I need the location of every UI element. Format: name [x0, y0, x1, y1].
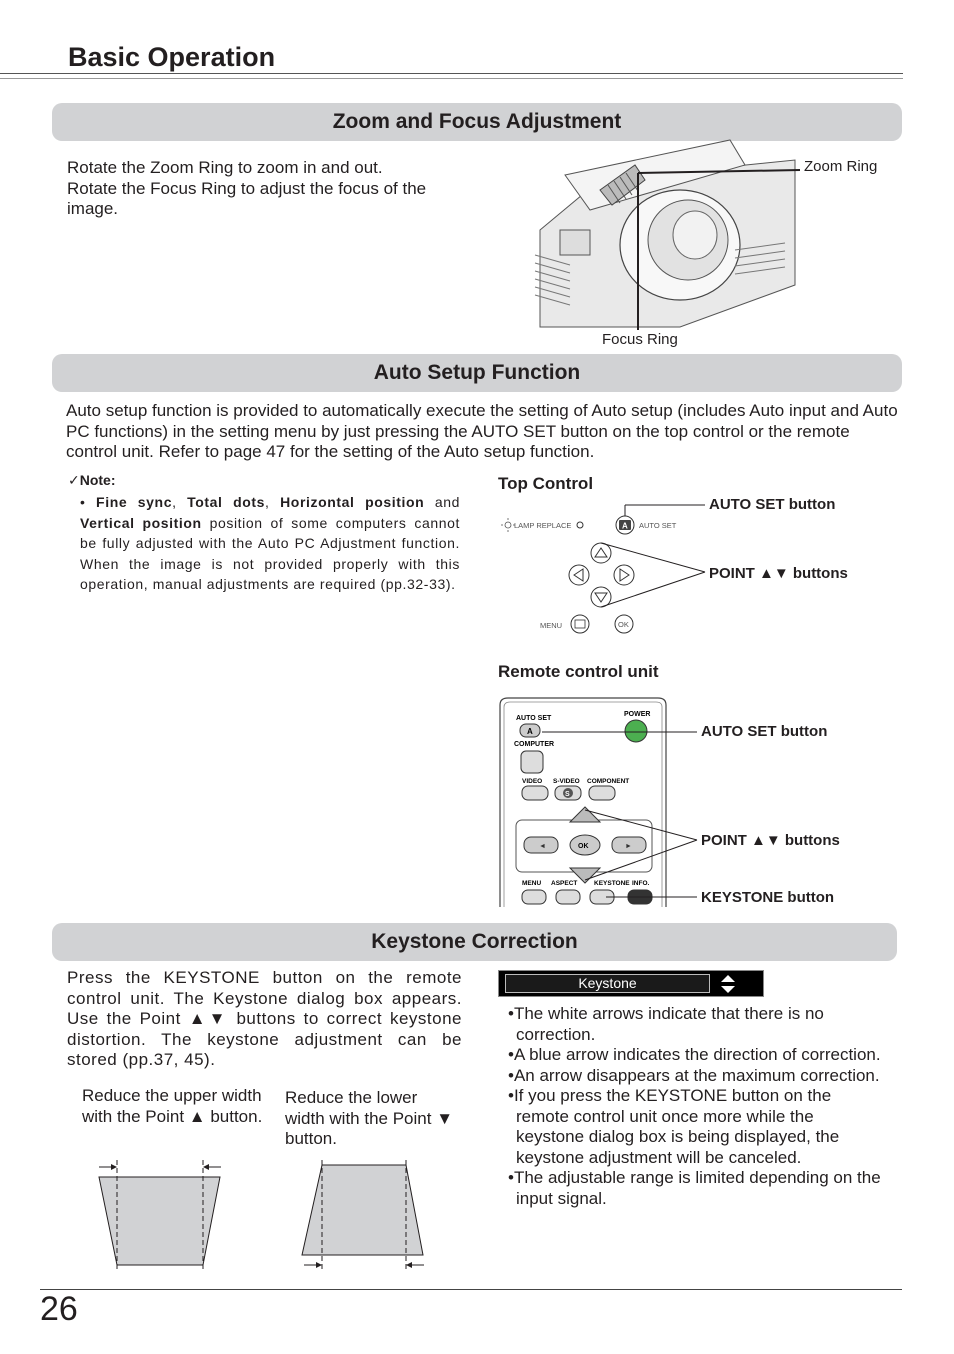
- caption-upper: Reduce the upper width with the Point ▲ button.: [82, 1086, 263, 1126]
- bullet-blue-arrow: •A blue arrow indicates the direction of correction.: [508, 1045, 881, 1064]
- svg-text:VIDEO: VIDEO: [522, 778, 543, 785]
- keystone-bullets: [504, 1004, 884, 1209]
- svg-text:INFO.: INFO.: [632, 880, 650, 887]
- bullet-press-again: •If you press the KEYSTONE button on the remote control unit once more while the keystone dialog box is being displayed, the keystone adjustment will be canceled.: [508, 1086, 840, 1167]
- top-control-title: Top Control: [498, 474, 594, 493]
- svg-text:COMPUTER: COMPUTER: [514, 741, 555, 748]
- svg-text:KEYSTONE: KEYSTONE: [594, 880, 630, 887]
- up-down-arrows-icon: [719, 973, 737, 995]
- remote-keystone-label: KEYSTONE button: [701, 889, 835, 906]
- zoom-instruction: Rotate the Zoom Ring to zoom in and out.: [67, 158, 383, 177]
- svg-text:COMPONENT: COMPONENT: [587, 778, 630, 785]
- svg-text:OK: OK: [578, 843, 589, 850]
- auto-set-small-text: AUTO SET: [639, 521, 677, 530]
- checkmark-icon: ✓: [68, 472, 80, 488]
- svg-text:◄: ◄: [539, 843, 546, 850]
- top-point-label: POINT ▲▼ buttons: [709, 565, 848, 582]
- auto-setup-heading: Auto Setup Function: [52, 354, 902, 392]
- lower-width-diagram: [295, 1155, 435, 1275]
- bullet-adjustable-range: •The adjustable range is limited depending on the input signal.: [508, 1168, 881, 1208]
- ok-small-text: OK: [618, 620, 629, 629]
- top-control-illustration: [498, 495, 718, 640]
- note-term-total-dots: Total dots: [187, 494, 266, 510]
- svg-text:A: A: [622, 521, 628, 531]
- svg-text:AUTO SET: AUTO SET: [516, 715, 552, 722]
- focus-ring-label: Focus Ring: [602, 331, 678, 348]
- zoom-ring-label: Zoom Ring: [804, 158, 878, 175]
- zoom-focus-heading: Zoom and Focus Adjustment: [52, 103, 902, 141]
- svg-text:S: S: [565, 791, 570, 798]
- svg-text:►: ►: [625, 843, 632, 850]
- remote-auto-set-label: AUTO SET button: [701, 723, 828, 740]
- upper-width-diagram: [90, 1155, 230, 1275]
- svg-text:ASPECT: ASPECT: [551, 880, 578, 887]
- svg-text:POWER: POWER: [624, 711, 651, 718]
- lamp-replace-text: LAMP REPLACE: [514, 521, 572, 530]
- top-auto-set-label: AUTO SET button: [709, 496, 836, 513]
- note-term-vertical-position: Vertical position: [80, 514, 202, 531]
- bullet-arrow-disappears: •An arrow disappears at the maximum correction.: [508, 1065, 880, 1085]
- bullet-white-arrows: •The white arrows indicate that there is no correction.: [508, 1004, 824, 1044]
- remote-illustration: [498, 695, 703, 907]
- page-title: Basic Operation: [68, 42, 276, 72]
- header-rule-secondary: [0, 78, 903, 79]
- caption-lower: Reduce the lower width with the Point ▼ button.: [285, 1088, 454, 1148]
- footer-rule: [40, 1289, 902, 1290]
- bullet-icon: •: [80, 494, 97, 510]
- projector-lens-illustration: [530, 135, 800, 330]
- svg-text:MENU: MENU: [522, 880, 542, 887]
- keystone-intro: Press the KEYSTONE button on the remote control unit. The Keystone dialog box appears. Use the Point ▲▼ buttons to correct keystone distortion. The keystone adjustment can be stored (pp.37, 45).: [67, 968, 462, 1069]
- page-number: 26: [40, 1290, 78, 1328]
- remote-point-label: POINT ▲▼ buttons: [701, 832, 840, 849]
- zoom-focus-text: [67, 158, 462, 220]
- note-term-fine-sync: Fine sync: [96, 494, 173, 510]
- note-label: ✓Note:: [68, 472, 116, 488]
- header-rule: [0, 73, 903, 74]
- remote-title: Remote control unit: [498, 662, 659, 681]
- svg-text:A: A: [527, 727, 533, 736]
- svg-text:S-VIDEO: S-VIDEO: [553, 778, 580, 785]
- auto-setup-intro: Auto setup function is provided to automatically execute the setting of Auto setup (includes Auto input and Auto PC functions) in the setting menu by just pressing the AUTO SET button on the top control or the remote control unit. Refer to page 47 for the setting of the Auto setup function.: [66, 401, 898, 461]
- note-body: • Fine sync, Total dots, Horizontal position and Vertical position position of some computers cannot be fully adjusted with the Auto PC Adjustment function. When the image is not provided properly with this operation, manual adjustments are required (pp.32-33).: [80, 494, 461, 592]
- keystone-dialog-label: Keystone: [505, 974, 710, 993]
- note-term-horizontal-position: Horizontal position: [280, 494, 425, 510]
- sun-icon: [501, 518, 515, 532]
- focus-instruction: Rotate the Focus Ring to adjust the focus of the image.: [67, 178, 427, 218]
- keystone-heading: Keystone Correction: [52, 923, 897, 961]
- keystone-dialog: [498, 970, 764, 997]
- menu-small-text: MENU: [540, 621, 563, 630]
